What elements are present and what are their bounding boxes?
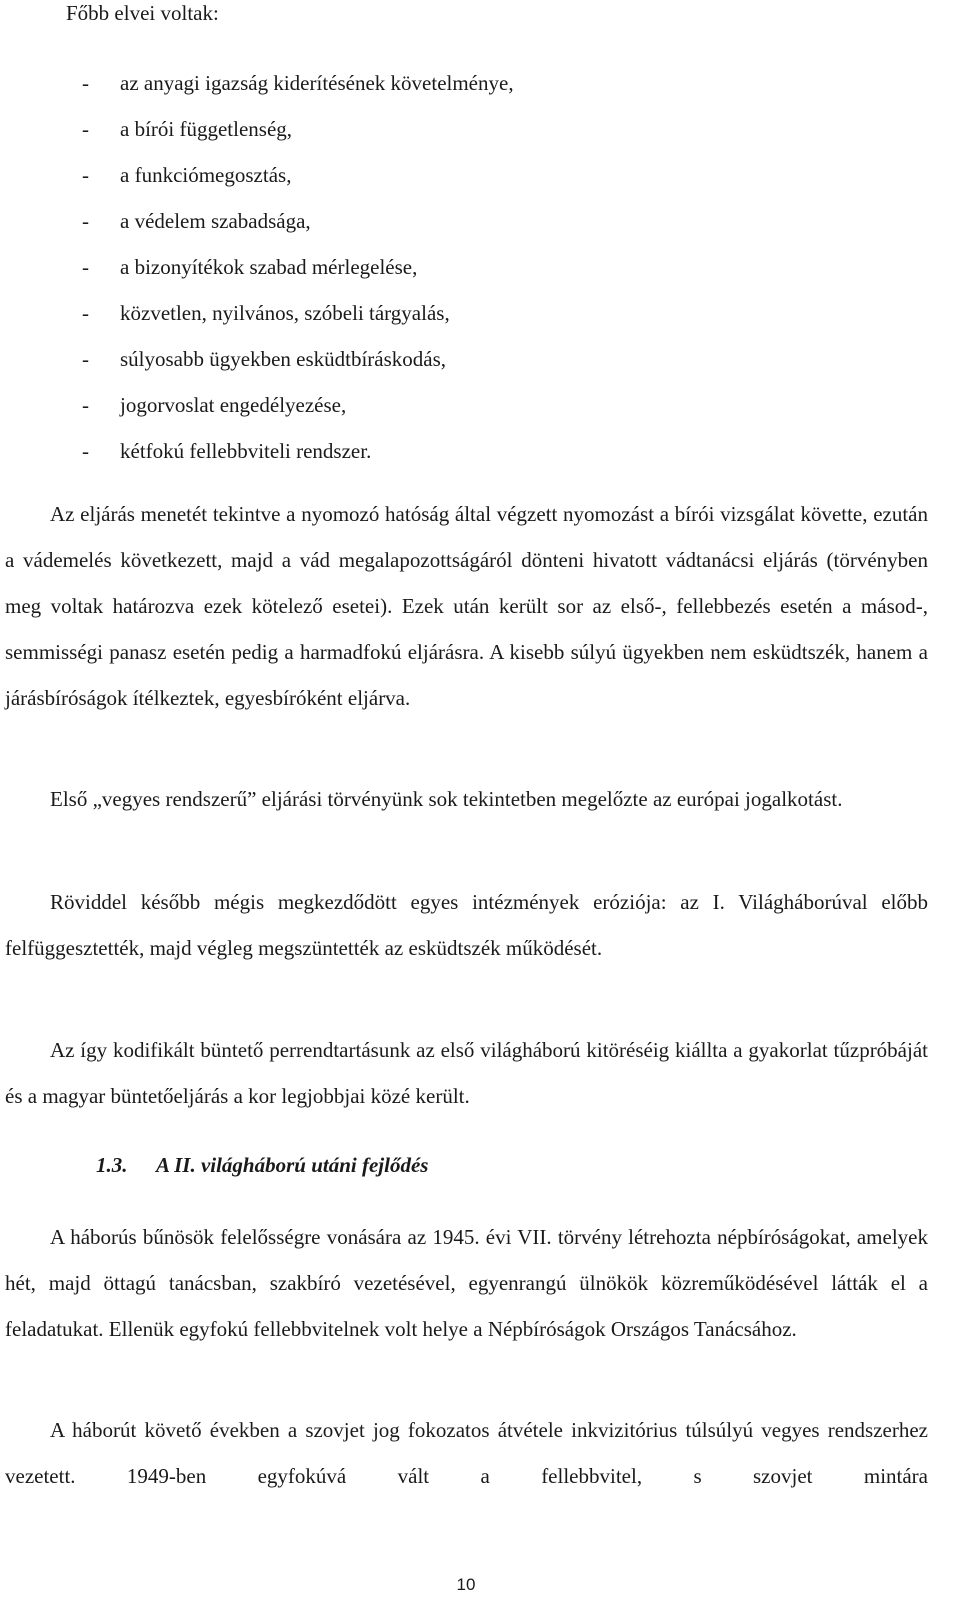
section-title: A II. világháború utáni fejlődés (156, 1153, 429, 1177)
paragraph-peoples-courts: A háborús bűnösök felelősségre vonására az 1945. évi VII. törvény létrehozta népbíróságokat, amelyek hét, majd öttagú tanácsban, szakbíró vezetésével, egyenrangú ülnökök közreműködésével látták el a feladatukat. Ellenük egyfokú fellebbvitelnek volt helye a Népbíróságok Országos Tanácsához. (5, 1225, 928, 1341)
list-marker: - (82, 71, 89, 95)
list-marker: - (82, 347, 89, 371)
list-item (82, 208, 514, 254)
list-marker: - (82, 117, 89, 141)
list-item-text: a bizonyítékok szabad mérlegelése, (120, 255, 418, 279)
list-item-text: a bírói függetlenség, (120, 117, 293, 141)
paragraph-erosion: Röviddel később mégis megkezdődött egyes intézmények eróziója: az I. Világháborúval előbb felfüggesztették, majd végleg megszüntették az esküdtszék működését. (5, 890, 928, 960)
intro-line: Főbb elvei voltak: (66, 1, 219, 25)
list-marker: - (82, 301, 89, 325)
list-marker: - (82, 163, 89, 187)
list-item (82, 346, 514, 392)
section-number: 1.3. (96, 1153, 128, 1177)
paragraph-procedure: Az eljárás menetét tekintve a nyomozó hatóság által végzett nyomozást a bírói vizsgálat követte, ezután a vádemelés következett, majd a vád megalapozottságáról dönteni hivatott vádtanácsi eljárás (törvényben meg voltak határozva ezek kötelező esetei). Ezek után került sor az első-, fellebbezés esetén a másod-, semmisségi panasz esetén pedig a harmadfokú eljárásra. A kisebb súlyú ügyekben nem esküdtszék, hanem a járásbíróságok ítélkeztek, egyesbíróként eljárva. (5, 502, 928, 710)
section-heading (96, 1150, 428, 1180)
list-item-text: jogorvoslat engedélyezése, (120, 393, 347, 417)
list-marker: - (82, 439, 89, 463)
page-number: 10 (456, 1575, 476, 1594)
list-item (82, 254, 514, 300)
list-item-text: súlyosabb ügyekben esküdtbíráskodás, (120, 347, 447, 371)
list-item (82, 438, 514, 484)
list-marker: - (82, 393, 89, 417)
list-item (82, 392, 514, 438)
list-marker: - (82, 209, 89, 233)
list-item (82, 300, 514, 346)
list-item (82, 116, 514, 162)
list-item-text: közvetlen, nyilvános, szóbeli tárgyalás, (120, 301, 450, 325)
list-item-text: a védelem szabadsága, (120, 209, 311, 233)
list-item-text: a funkciómegosztás, (120, 163, 292, 187)
list-item (82, 162, 514, 208)
paragraph-first-code: Első „vegyes rendszerű” eljárási törvényünk sok tekintetben megelőzte az európai jogalkotást. (50, 787, 843, 811)
principles-list (82, 70, 514, 484)
list-item-text: kétfokú fellebbviteli rendszer. (120, 439, 372, 463)
list-item (82, 70, 514, 116)
list-marker: - (82, 255, 89, 279)
paragraph-codified: Az így kodifikált büntető perrendtartásunk az első világháború kitöréséig kiállta a gyakorlat tűzpróbáját és a magyar büntetőeljárás a kor legjobbjai közé került. (5, 1038, 928, 1108)
list-item-text: az anyagi igazság kiderítésének követelménye, (120, 71, 514, 95)
paragraph-soviet-law: A háborút követő években a szovjet jog fokozatos átvétele inkvizitórius túlsúlyú vegyes rendszerhez vezetett. 1949-ben egyfokúvá vált a fellebbvitel, s szovjet mintára (5, 1418, 928, 1488)
